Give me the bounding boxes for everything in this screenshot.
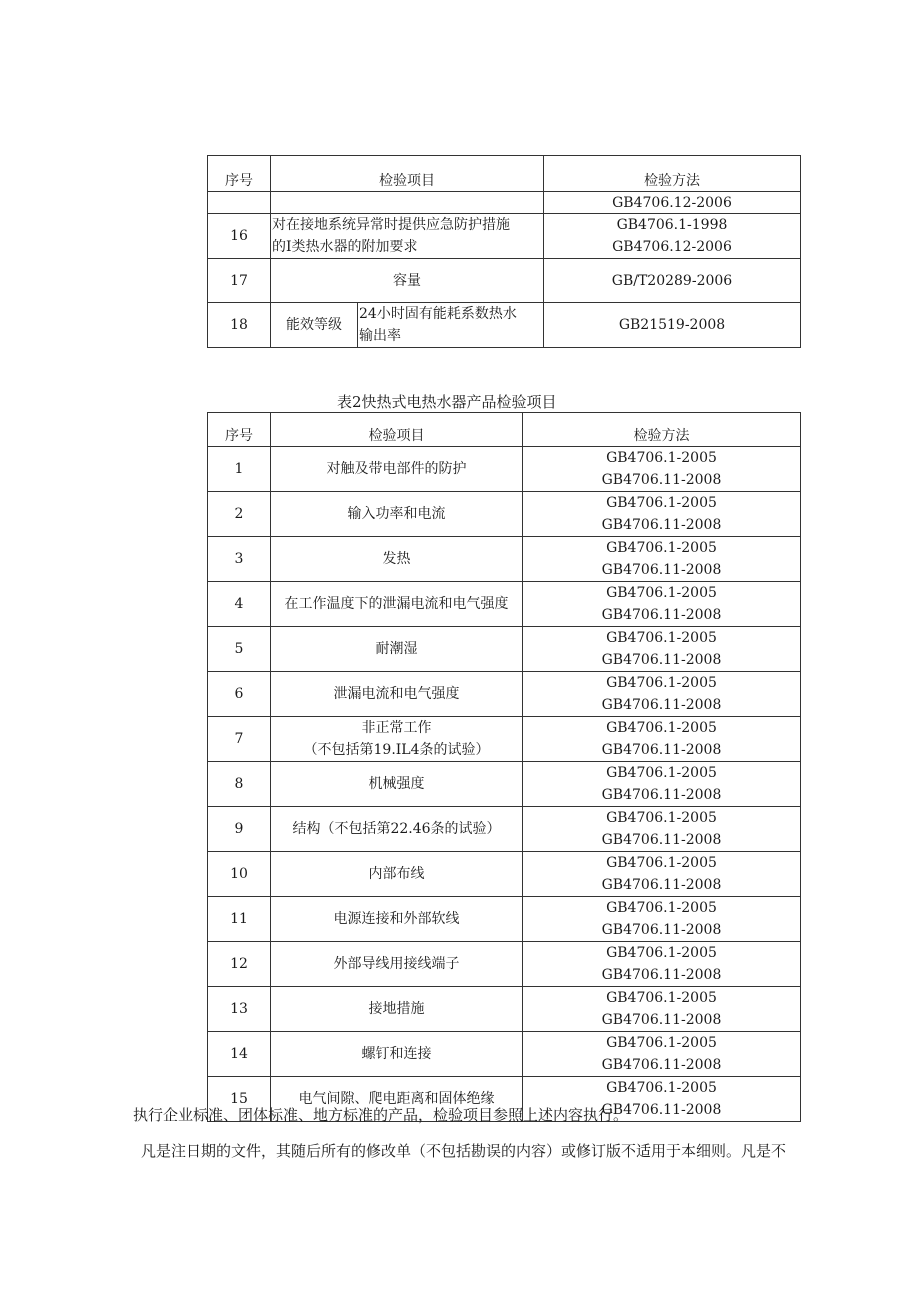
- method-line: GB4706.11-2008: [601, 1012, 722, 1028]
- method-cell: [523, 852, 801, 897]
- method-cell: GB4706.12-2006: [544, 192, 801, 214]
- method-cell: [523, 672, 801, 717]
- method-line: GB4706.1-2005: [606, 1080, 717, 1096]
- row-no: 10: [208, 852, 271, 897]
- method-line: GB4706.1-2005: [606, 855, 717, 871]
- item-line: 对在接地系统异常时提供应急防护措施: [272, 217, 510, 233]
- header-no: 序号: [208, 156, 271, 192]
- item-line: 24小时固有能耗系数热水: [359, 306, 517, 322]
- method-cell: [523, 627, 801, 672]
- row-no: 1: [208, 447, 271, 492]
- item-cell: 螺钉和连接: [271, 1032, 523, 1077]
- method-cell: [523, 942, 801, 987]
- method-line: GB4706.1-2005: [606, 720, 717, 736]
- method-line: GB4706.11-2008: [601, 922, 722, 938]
- paragraph: 执行企业标准、团体标准、地方标准的产品，检验项目参照上述内容执行。: [133, 1106, 629, 1124]
- method-line: GB4706.11-2008: [601, 562, 722, 578]
- method-line: GB4706.11-2008: [601, 607, 722, 623]
- method-line: GB4706.11-2008: [601, 697, 722, 713]
- table-row: [208, 942, 801, 987]
- table-row: [208, 672, 801, 717]
- table-header-row: [208, 413, 801, 447]
- item-cell: 耐潮湿: [271, 627, 523, 672]
- method-line: GB4706.11-2008: [601, 652, 722, 668]
- table-row: [208, 897, 801, 942]
- table-row: [208, 627, 801, 672]
- item-cell: 内部布线: [271, 852, 523, 897]
- row-no: 15: [208, 1077, 271, 1122]
- method-cell: GB21519-2008: [544, 303, 801, 348]
- item-cell: 电气间隙、爬电距离和固体绝缘: [271, 1077, 523, 1122]
- row-no: 13: [208, 987, 271, 1032]
- method-line: GB4706.1-2005: [606, 810, 717, 826]
- method-line: GB4706.1-2005: [606, 630, 717, 646]
- method-line: GB4706.11-2008: [601, 877, 722, 893]
- method-line: GB4706.1-2005: [606, 900, 717, 916]
- method-cell: [523, 537, 801, 582]
- item-cell: 机械强度: [271, 762, 523, 807]
- method-cell: GB/T20289-2006: [544, 259, 801, 303]
- row-no: 6: [208, 672, 271, 717]
- table-row: [208, 192, 801, 214]
- method-line: GB4706.1-2005: [606, 540, 717, 556]
- item-cell: [271, 717, 523, 762]
- method-cell: [523, 987, 801, 1032]
- header-method: 检验方法: [523, 413, 801, 447]
- item-cell: [271, 214, 544, 259]
- item-line: （不包括第19.IL4条的试验）: [303, 742, 490, 758]
- method-cell: [523, 1032, 801, 1077]
- method-line: GB4706.1-2005: [606, 1035, 717, 1051]
- item-cell: 发热: [271, 537, 523, 582]
- row-no: 8: [208, 762, 271, 807]
- row-no: 3: [208, 537, 271, 582]
- row-no: 17: [208, 259, 271, 303]
- table-row: [208, 537, 801, 582]
- item-cell: 对触及带电部件的防护: [271, 447, 523, 492]
- row-no: 11: [208, 897, 271, 942]
- table-2-body: [208, 447, 801, 1122]
- method-line: GB4706.11-2008: [601, 472, 722, 488]
- method-line: GB4706.11-2008: [601, 1057, 722, 1073]
- header-no: 序号: [208, 413, 271, 447]
- item-cell: 泄漏电流和电气强度: [271, 672, 523, 717]
- method-line: GB4706.1-2005: [606, 495, 717, 511]
- method-line: GB4706.11-2008: [601, 517, 722, 533]
- item-cell: 能效等级: [271, 303, 358, 348]
- row-no: 9: [208, 807, 271, 852]
- method-line: GB4706.1-2005: [606, 945, 717, 961]
- method-cell: [523, 807, 801, 852]
- row-no: 12: [208, 942, 271, 987]
- item-line: 的Ⅰ类热水器的附加要求: [272, 239, 418, 255]
- item-cell: 结构（不包括第22.46条的试验）: [271, 807, 523, 852]
- table-row: [208, 447, 801, 492]
- table-row: [208, 582, 801, 627]
- table-2: [207, 412, 801, 1122]
- item-cell: 输入功率和电流: [271, 492, 523, 537]
- method-line: GB4706.11-2008: [601, 787, 722, 803]
- table-row: [208, 303, 801, 348]
- method-line: GB4706.11-2008: [601, 967, 722, 983]
- table-2-caption: 表2快热式电热水器产品检验项目: [337, 393, 557, 411]
- method-line: GB4706.1-2005: [606, 990, 717, 1006]
- table-header-row: [208, 156, 801, 192]
- table-row: [208, 214, 801, 259]
- item-cell: 接地措施: [271, 987, 523, 1032]
- method-cell: [523, 492, 801, 537]
- table-row: [208, 492, 801, 537]
- method-cell: [523, 762, 801, 807]
- item-cell: 外部导线用接线端子: [271, 942, 523, 987]
- method-cell: [544, 214, 801, 259]
- table-row: [208, 259, 801, 303]
- item-line: 输出率: [359, 328, 401, 344]
- method-line: GB4706.11-2008: [601, 1102, 722, 1118]
- method-cell: [523, 447, 801, 492]
- row-no: 18: [208, 303, 271, 348]
- header-item: 检验项目: [271, 413, 523, 447]
- method-line: GB4706.1-2005: [606, 765, 717, 781]
- table-row: [208, 852, 801, 897]
- method-cell: [523, 897, 801, 942]
- row-no: 7: [208, 717, 271, 762]
- row-no: 14: [208, 1032, 271, 1077]
- table-row: [208, 717, 801, 762]
- table-row: [208, 807, 801, 852]
- method-cell: [523, 582, 801, 627]
- method-line: GB4706.1-2005: [606, 450, 717, 466]
- paragraph: 凡是注日期的文件，其随后所有的修改单（不包括勘误的内容）或修订版不适用于本细则。凡是不: [141, 1142, 787, 1160]
- item-cell: 在工作温度下的泄漏电流和电气强度: [271, 582, 523, 627]
- method-line: GB4706.11-2008: [601, 742, 722, 758]
- row-no: 16: [208, 214, 271, 259]
- item-sub-cell: [358, 303, 544, 348]
- header-method: 检验方法: [544, 156, 801, 192]
- row-no: 2: [208, 492, 271, 537]
- method-line: GB4706.1-2005: [606, 585, 717, 601]
- table-row: [208, 1032, 801, 1077]
- method-line: GB4706.1-2005: [606, 675, 717, 691]
- row-no: 4: [208, 582, 271, 627]
- item-cell: 电源连接和外部软线: [271, 897, 523, 942]
- method-cell: [523, 717, 801, 762]
- header-item: 检验项目: [271, 156, 544, 192]
- table-row: [208, 762, 801, 807]
- item-cell: 容量: [271, 259, 544, 303]
- row-no: 5: [208, 627, 271, 672]
- method-line: GB4706.12-2006: [612, 239, 732, 255]
- table-1: [207, 155, 801, 348]
- item-line: 非正常工作: [361, 720, 432, 736]
- method-line: GB4706.1-1998: [616, 217, 728, 233]
- method-line: GB4706.11-2008: [601, 832, 722, 848]
- table-row: [208, 987, 801, 1032]
